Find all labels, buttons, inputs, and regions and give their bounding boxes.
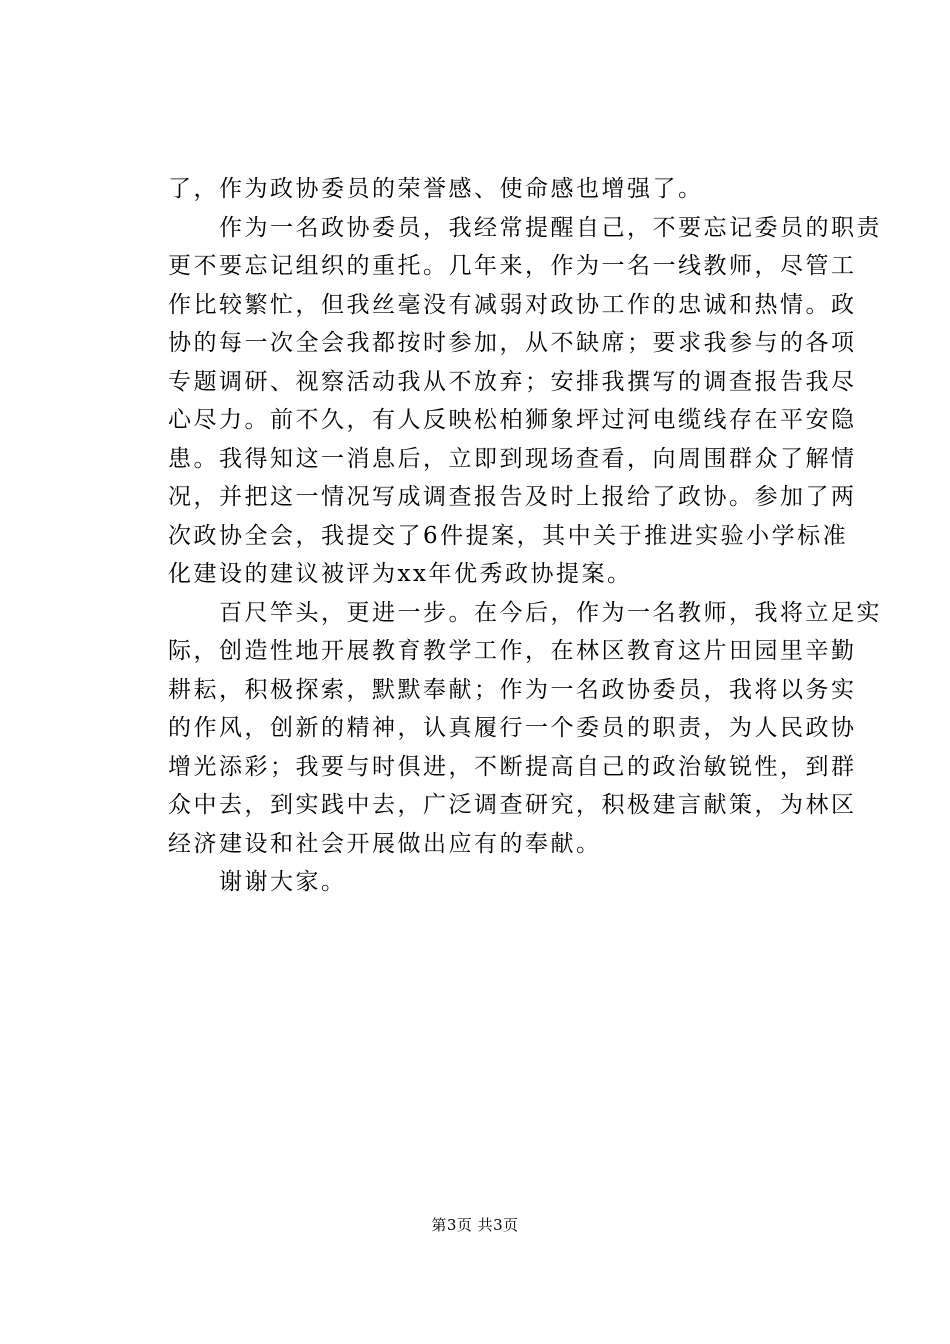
page-number-footer: 第3页 共3页 [431,1216,519,1234]
text-line: 专题调研、视察活动我从不放弃；安排我撰写的调查报告我尽 [168,368,857,395]
text-line: 众中去，到实践中去，广泛调查研究，积极建言献策，为林区 [168,792,857,818]
text-line: 作比较繁忙，但我丝毫没有减弱对政协工作的忠诚和热情。政 [168,291,857,318]
text-line: 化建设的建议被评为xx年优秀政协提案。 [168,561,633,587]
text-line: 心尽力。前不久，有人反映松柏狮象坪过河电缆线存在平安隐 [168,407,857,433]
text-line: 谢谢大家。 [168,869,347,895]
text-line: 的作风，创新的精神，认真履行一个委员的职责，为人民政协 [168,715,857,741]
text-line: 了，作为政协委员的荣誉感、使命感也增强了。 [168,176,704,202]
text-line: 经济建设和社会开展做出应有的奉献。 [168,830,602,857]
text-line: 次政协全会，我提交了6件提案，其中关于推进实验小学标准 [168,522,849,549]
text-line: 患。我得知这一消息后，立即到现场查看，向周围群众了解情 [168,445,857,472]
text-line: 耕耘，积极探索，默默奉献；作为一名政协委员，我将以务实 [168,676,857,703]
text-line: 协的每一次全会我都按时参加，从不缺席；要求我参与的各项 [168,330,857,356]
text-line: 况，并把这一情况写成调查报告及时上报给了政协。参加了两 [168,484,857,510]
document-body [168,170,882,902]
text-line: 增光添彩；我要与时俱进，不断提高自己的政治敏锐性，到群 [168,753,857,780]
text-line: 百尺竿头，更进一步。在今后，作为一名教师，我将立足实 [168,599,882,626]
text-line: 际，创造性地开展教育教学工作，在林区教育这片田园里辛勤 [168,638,857,664]
text-line: 作为一名政协委员，我经常提醒自己，不要忘记委员的职责 [168,214,882,241]
text-line: 更不要忘记组织的重托。几年来，作为一名一线教师，尽管工 [168,253,857,279]
